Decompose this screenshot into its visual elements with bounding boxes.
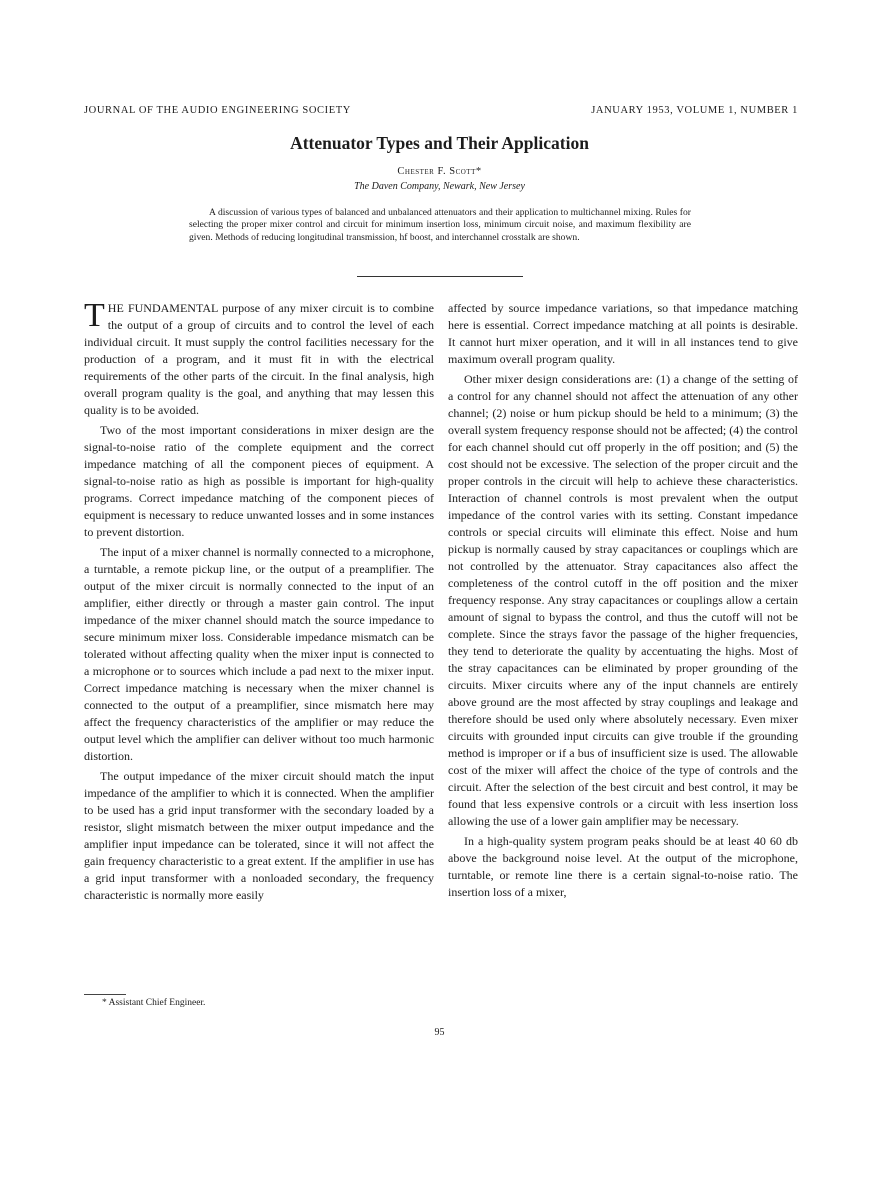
drop-cap: T [84, 297, 105, 334]
section-divider [357, 276, 523, 277]
paragraph: Other mixer design considerations are: (1) a change of the setting of a control for any channel should not affect the attenuation of any other channel; (2) noise or hum pickup should be held to a minimum; (3) the overall system frequency response should not be affected; (4) the control for each channel should cut off properly in the off position; and (5) the cost should not be excessive. The selection of the proper circuit and the proper controls in the circuit will help to achieve these characteristics. Interaction of channel controls is most prevalent when the output impedance of the control varies with its setting. Constant impedance controls or special circuits will eliminate this effect. Noise and hum pickup is normally caused by stray capacitances or couplings which are not controlled by the attenuator. Stray capacitances also affect the completeness of the control cutoff in the off position and the mixer frequency response. Any stray capacitances or couplings allow a certain amount of signal to bypass the control, and thus the cutoff will not be complete. Since the strays favor the passage of the higher frequencies, they tend to deteriorate the quality by accentuating the highs. Most of the stray capacitances can be eliminated by proper grounding of the circuits. Mixer circuits where any of the input channels are entirely above ground are the most affected by stray couplings and leakage and therefore should be used only where absolutely necessary. Even mixer circuits with grounded input circuits can give trouble if the grounding method is improper or if a bus of insufficient size is used. The allowable cost of the mixer will affect the choice of the type of controls and the circuit. After the selection of the best circuit and best control, it may be found that less expensive controls or a circuit with less insertion loss allowing the use of a lower gain amplifier may be necessary. [448, 372, 798, 828]
paragraph: Two of the most important considerations in mixer design are the signal-to-noise ratio of the complete equipment and the correct impedance matching of all the component pieces of equipment. A signal-to-noise ratio as high as possible is important for high-quality programs. Correct impedance matching of the component pieces of equipment is necessary to reduce unwanted losses and in some instances to prevent distortion. [84, 423, 434, 539]
left-column [84, 297, 434, 907]
right-column [448, 300, 798, 904]
lead-in: HE FUNDAMENTAL [107, 301, 218, 315]
paragraph: affected by source impedance variations, so that impedance matching here is essential. Correct impedance matching at all points is desirable. It cannot hurt mixer operation, and it will in all instances tend to give maximum overall program quality. [448, 301, 798, 366]
issue-info: JANUARY 1953, VOLUME 1, NUMBER 1 [591, 105, 798, 116]
author-affiliation: The Daven Company, Newark, New Jersey [354, 181, 525, 192]
author-name-text: Chester F. Scott* [397, 166, 482, 177]
page-number: 95 [434, 1027, 445, 1038]
paragraph [84, 297, 434, 419]
footnote: * Assistant Chief Engineer. [102, 998, 206, 1008]
article-title: Attenuator Types and Their Application [290, 133, 589, 153]
paragraph-text: purpose of any mixer circuit is to combine the output of a group of circuits and to control the level of each individual circuit. It must supply the control facilities necessary for the production of a program, and it must fit in with the electrical requirements of the other parts of the circuit. In the final analysis, high overall program quality is the goal, and anything that may lessen this quality is to be avoided. [84, 301, 434, 417]
abstract: A discussion of various types of balanced and unbalanced attenuators and their application to multichannel mixing. Rules for selecting the proper mixer control and circuit for minimum insertion loss, minimum circuit noise, and maximum flexibility are given. Methods of reducing longitudinal transmission, hf boost, and interchannel crosstalk are shown. [189, 207, 691, 243]
paragraph: The input of a mixer channel is normally connected to a microphone, a turntable, a remote pickup line, or the output of a preamplifier. The output of the mixer circuit is normally connected to the input of an amplifier, either directly or through a master gain control. The input impedance of the mixer channel should match the source impedance to secure minimum mixer loss. Considerable impedance mismatch can be tolerated without affecting quality when the mixer input is connected to a microphone or to sources which include a pad next to the mixer input. Correct impedance matching is necessary when the mixer channel is connected to the output of a preamplifier, since mismatch here may affect the frequency characteristics of the amplifier or may reduce the output level which the amplifier can deliver without too much harmonic distortion. [84, 545, 434, 763]
author-name [0, 166, 879, 177]
running-head [84, 105, 798, 116]
paragraph: In a high-quality system program peaks should be at least 40 60 db above the background noise level. At the output of the microphone, turntable, or remote line there is a certain signal-to-noise ratio. The insertion loss of a mixer, [448, 834, 798, 899]
journal-name: JOURNAL OF THE AUDIO ENGINEERING SOCIETY [84, 105, 351, 116]
paragraph: The output impedance of the mixer circuit should match the input impedance of the amplifier to which it is connected. When the amplifier to be used has a grid input transformer with the secondary loaded by a resistor, slight mismatch between the mixer output impedance and the amplifier input impedance can be tolerated, since it will not affect the gain frequency characteristic to a great extent. If the amplifier in use has a grid input transformer with a nonloaded secondary, the frequency characteristic is normally more easily [84, 769, 434, 902]
footnote-divider [84, 994, 126, 995]
